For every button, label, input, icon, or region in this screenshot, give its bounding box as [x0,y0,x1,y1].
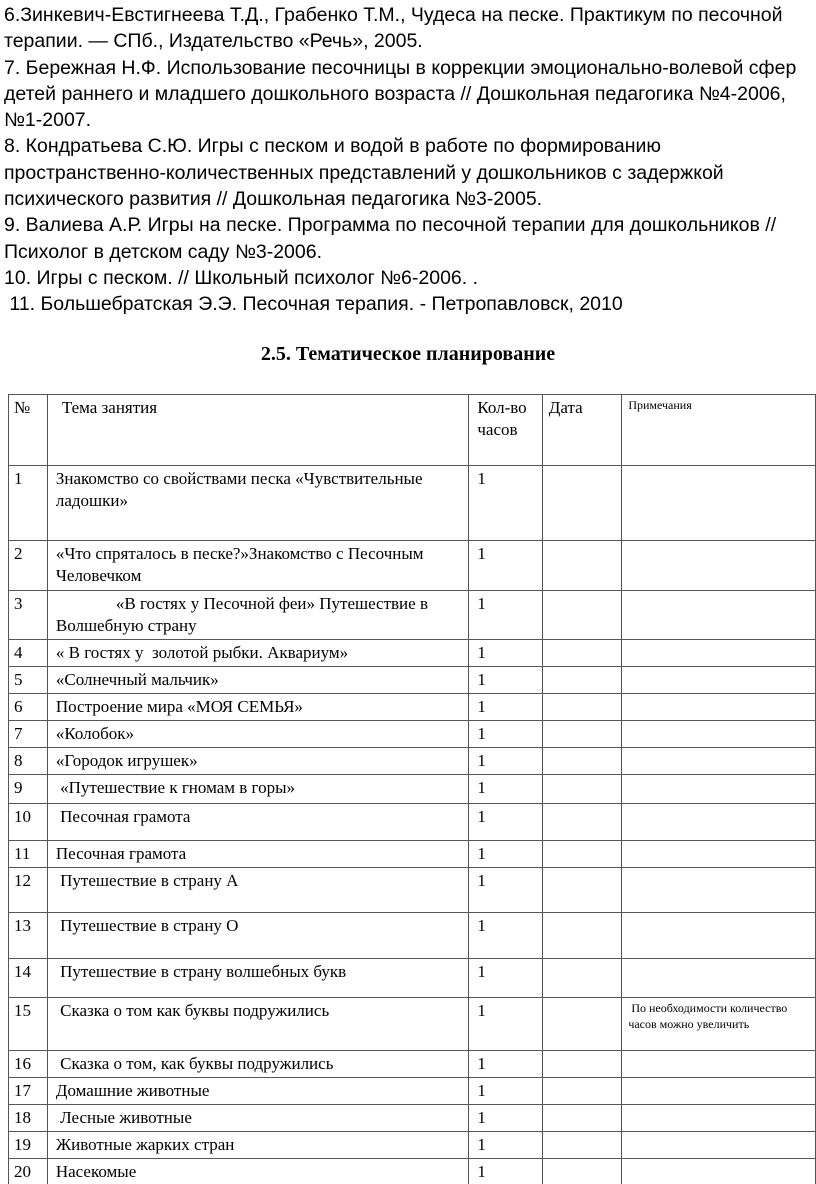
header-topic: Тема занятия [47,395,468,466]
row-notes [622,1132,816,1159]
table-row [9,694,816,721]
row-hours: 1 [469,1105,542,1132]
reference-item: 10. Игры с песком. // Школьный психолог №6-2006. . [4,266,479,289]
row-notes [622,667,816,694]
row-topic: «В гостях у Песочной феи» Путешествие в Волшебную страну [47,591,468,640]
row-num: 15 [9,998,48,1051]
reference-item: 7. Бережная Н.Ф. Использование песочницы в коррекции эмоционально-волевой сфер детей раннего и младшего дошкольного возраста // Дошкольная педагогика №4-2006, №1-2007. [4,56,797,132]
row-notes [622,868,816,913]
header-hours: Кол-во часов [469,395,542,466]
row-topic: «Солнечный мальчик» [47,667,468,694]
table-row [9,748,816,775]
row-date [542,466,622,541]
row-notes: По необходимости количество часов можно увеличить [622,998,816,1051]
row-date [542,841,622,868]
reference-item: 11. Большебратская Э.Э. Песочная терапия. - Петропавловск, 2010 [4,293,623,316]
row-date [542,667,622,694]
header-num: № [9,395,48,466]
table-row [9,640,816,667]
row-date [542,640,622,667]
row-date [542,694,622,721]
row-notes [622,804,816,841]
row-topic: Путешествие в страну О [47,913,468,959]
row-date [542,913,622,959]
table-row [9,1159,816,1184]
row-hours: 1 [469,694,542,721]
table-row [9,841,816,868]
row-num: 18 [9,1105,48,1132]
table-row [9,1051,816,1078]
table-row [9,775,816,804]
row-num: 7 [9,721,48,748]
row-hours: 1 [469,998,542,1051]
row-hours: 1 [469,466,542,541]
reference-item: 8. Кондратьева С.Ю. Игры с песком и водой в работе по формированию пространственно-количественных представлений у дошкольников с задержкой психического развития // Дошкольная педагогика №3-2005. [4,135,724,211]
table-row [9,998,816,1051]
row-topic: «Что спряталось в песке?»Знакомство с Песочным Человечком [47,541,468,591]
row-date [542,748,622,775]
row-hours: 1 [469,841,542,868]
row-topic: « В гостях у золотой рыбки. Аквариум» [47,640,468,667]
row-num: 2 [9,541,48,591]
table-row [9,591,816,640]
row-num: 6 [9,694,48,721]
row-notes [622,694,816,721]
row-hours: 1 [469,748,542,775]
row-date [542,804,622,841]
row-topic: Построение мира «МОЯ СЕМЬЯ» [47,694,468,721]
row-date [542,1051,622,1078]
row-date [542,1105,622,1132]
row-hours: 1 [469,804,542,841]
row-hours: 1 [469,721,542,748]
row-num: 12 [9,868,48,913]
row-notes [622,1051,816,1078]
row-topic: «Колобок» [47,721,468,748]
table-row [9,721,816,748]
table-row [9,1132,816,1159]
row-num: 11 [9,841,48,868]
table-row [9,1078,816,1105]
row-num: 16 [9,1051,48,1078]
row-notes [622,913,816,959]
row-date [542,775,622,804]
header-date: Дата [542,395,622,466]
row-num: 14 [9,959,48,998]
row-hours: 1 [469,541,542,591]
row-topic: Песочная грамота [47,841,468,868]
row-notes [622,1159,816,1184]
row-notes [622,541,816,591]
table-row [9,667,816,694]
reference-item: 9. Валиева А.Р. Игры на песке. Программа по песочной терапии для дошкольников // Психолог в детском саду №3-2006. [4,214,777,263]
row-notes [622,721,816,748]
row-date [542,1159,622,1184]
row-notes [622,1105,816,1132]
header-notes: Примечания [622,395,816,466]
row-num: 19 [9,1132,48,1159]
row-num: 9 [9,775,48,804]
row-notes [622,591,816,640]
table-row [9,466,816,541]
row-notes [622,466,816,541]
reference-list [4,2,812,318]
row-topic: Животные жарких стран [47,1132,468,1159]
row-hours: 1 [469,1159,542,1184]
row-num: 17 [9,1078,48,1105]
row-date [542,998,622,1051]
row-notes [622,775,816,804]
row-topic: Сказка о том как буквы подружились [47,998,468,1051]
row-date [542,721,622,748]
row-notes [622,640,816,667]
row-date [542,959,622,998]
row-topic: «Путешествие к гномам в горы» [47,775,468,804]
table-row [9,913,816,959]
section-heading: 2.5. Тематическое планирование [260,343,556,365]
row-topic: Насекомые [47,1159,468,1184]
row-date [542,868,622,913]
row-topic: «Городок игрушек» [47,748,468,775]
row-hours: 1 [469,667,542,694]
row-hours: 1 [469,1078,542,1105]
row-topic: Песочная грамота [47,804,468,841]
row-num: 1 [9,466,48,541]
table-row [9,1105,816,1132]
row-topic: Путешествие в страну волшебных букв [47,959,468,998]
row-num: 3 [9,591,48,640]
row-notes [622,841,816,868]
plan-table [8,394,816,1184]
table-row [9,868,816,913]
row-topic: Путешествие в страну А [47,868,468,913]
row-hours: 1 [469,775,542,804]
table-row [9,959,816,998]
row-hours: 1 [469,959,542,998]
row-notes [622,748,816,775]
row-num: 8 [9,748,48,775]
table-row [9,541,816,591]
row-topic: Лесные животные [47,1105,468,1132]
row-notes [622,1078,816,1105]
table-header-row [9,395,816,466]
row-num: 20 [9,1159,48,1184]
row-num: 5 [9,667,48,694]
row-hours: 1 [469,1132,542,1159]
row-num: 13 [9,913,48,959]
row-hours: 1 [469,591,542,640]
row-topic: Сказка о том, как буквы подружились [47,1051,468,1078]
row-num: 10 [9,804,48,841]
row-date [542,541,622,591]
row-hours: 1 [469,868,542,913]
row-date [542,1078,622,1105]
row-notes [622,959,816,998]
table-row [9,804,816,841]
row-num: 4 [9,640,48,667]
reference-item: 6.Зинкевич-Евстигнеева Т.Д., Грабенко Т.М., Чудеса на песке. Практикум по песочной терапии. — СПб., Издательство «Речь», 2005. [4,4,783,53]
row-date [542,1132,622,1159]
row-hours: 1 [469,913,542,959]
row-topic: Знакомство со свойствами песка «Чувствительные ладошки» [47,466,468,541]
row-hours: 1 [469,1051,542,1078]
row-topic: Домашние животные [47,1078,468,1105]
row-date [542,591,622,640]
row-hours: 1 [469,640,542,667]
